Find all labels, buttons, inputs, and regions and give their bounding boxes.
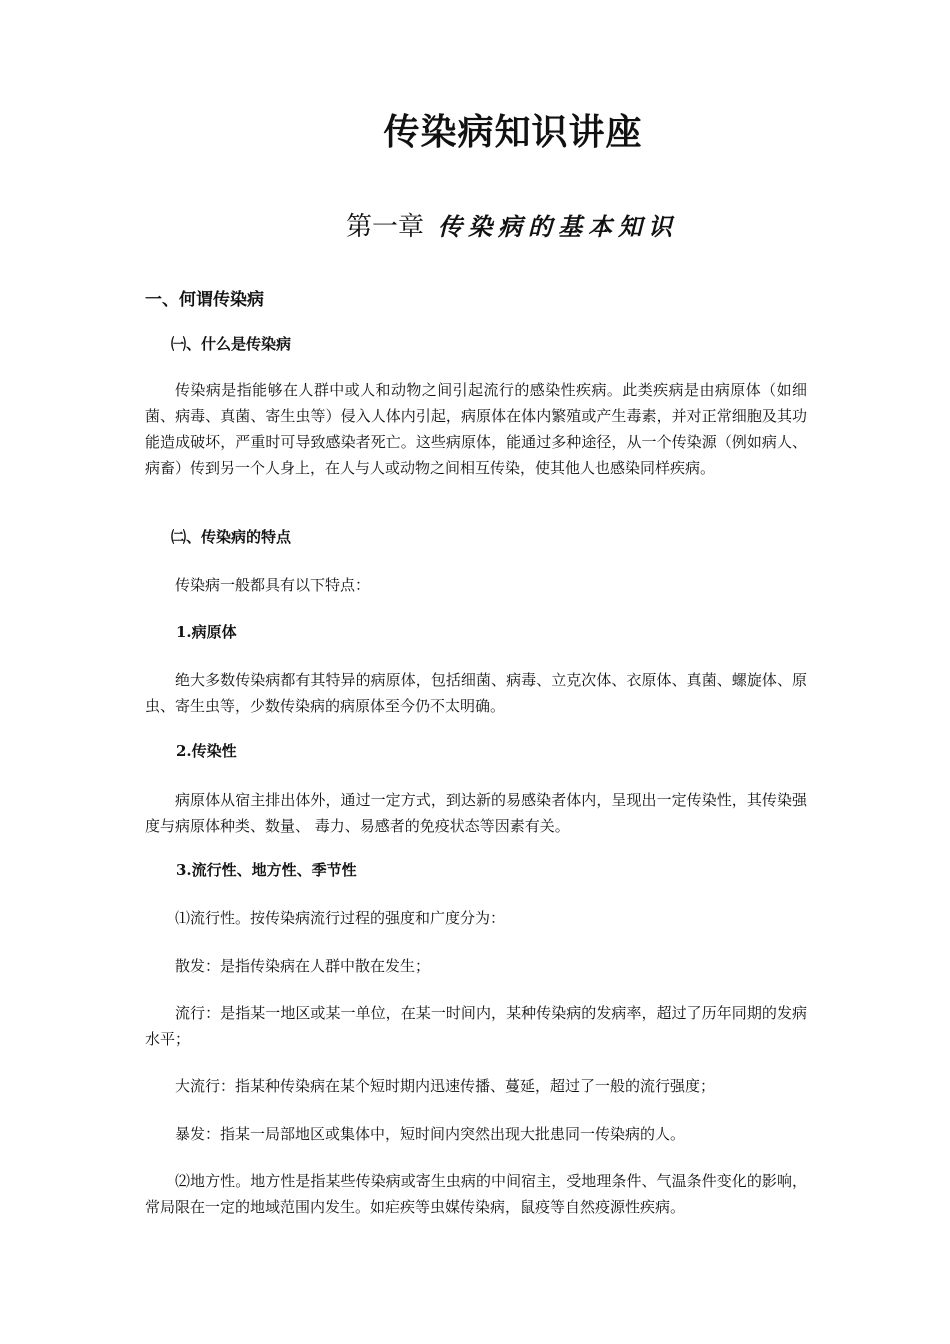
paragraph-epidemic: 流行：是指某一地区或某一单位，在某一时间内，某种传染病的发病率，超过了历年同期的发病水平； <box>145 1004 807 1048</box>
document-title: 传染病知识讲座 <box>383 112 643 153</box>
paragraph-definition: 传染病是指能够在人群中或人和动物之间引起流行的感染性疾病。此类疾病是由病原体（如细菌、病毒、真菌、寄生虫等）侵入人体内引起，病原体在体内繁殖或产生毒素，并对正常细胞及其功能造成破坏，严重时可导致感染者死亡。这些病原体，能通过多种途径，从一个传染源（例如病人、病畜）传到另一个人身上，在人与人或动物之间相互传染，使其他人也感染同样疾病。 <box>145 381 807 477</box>
item-heading-pathogen: 1.病原体 <box>176 623 237 641</box>
subsection-heading-2: ㈡、传染病的特点 <box>171 528 292 546</box>
section-heading: 一、何谓传染病 <box>145 290 264 310</box>
item-heading-epidemiology: 3.流行性、地方性、季节性 <box>176 861 357 879</box>
chapter-name: 传染病的基本知识 <box>438 212 679 241</box>
item-heading-infectivity: 2.传染性 <box>176 742 237 760</box>
paragraph-endemic: ⑵地方性。地方性是指某些传染病或寄生虫病的中间宿主，受地理条件、气温条件变化的影响，常局限在一定的地域范围内发生。如疟疾等虫媒传染病，鼠疫等自然疫源性疾病。 <box>145 1172 807 1216</box>
subsection-heading-1: ㈠、什么是传染病 <box>171 335 292 353</box>
paragraph-epidemic-intro: ⑴流行性。按传染病流行过程的强度和广度分为： <box>175 909 506 927</box>
chapter-heading <box>346 206 678 243</box>
paragraph-infectivity: 病原体从宿主排出体外，通过一定方式，到达新的易感染者体内，呈现出一定传染性，其传染强度与病原体种类、数量、 毒力、易感者的免疫状态等因素有关。 <box>145 791 807 835</box>
paragraph-pathogen: 绝大多数传染病都有其特异的病原体，包括细菌、病毒、立克次体、衣原体、真菌、螺旋体、原虫、寄生虫等，少数传染病的病原体至今仍不太明确。 <box>145 671 807 715</box>
chapter-number: 第一章 <box>346 212 425 242</box>
paragraph-outbreak: 暴发：指某一局部地区或集体中，短时间内突然出现大批患同一传染病的人。 <box>175 1125 686 1143</box>
paragraph-pandemic: 大流行：指某种传染病在某个短时期内迅速传播、蔓延，超过了一般的流行强度； <box>175 1077 716 1095</box>
paragraph-sporadic: 散发：是指传染病在人群中散在发生； <box>175 957 431 975</box>
paragraph-features-intro: 传染病一般都具有以下特点： <box>175 576 371 594</box>
